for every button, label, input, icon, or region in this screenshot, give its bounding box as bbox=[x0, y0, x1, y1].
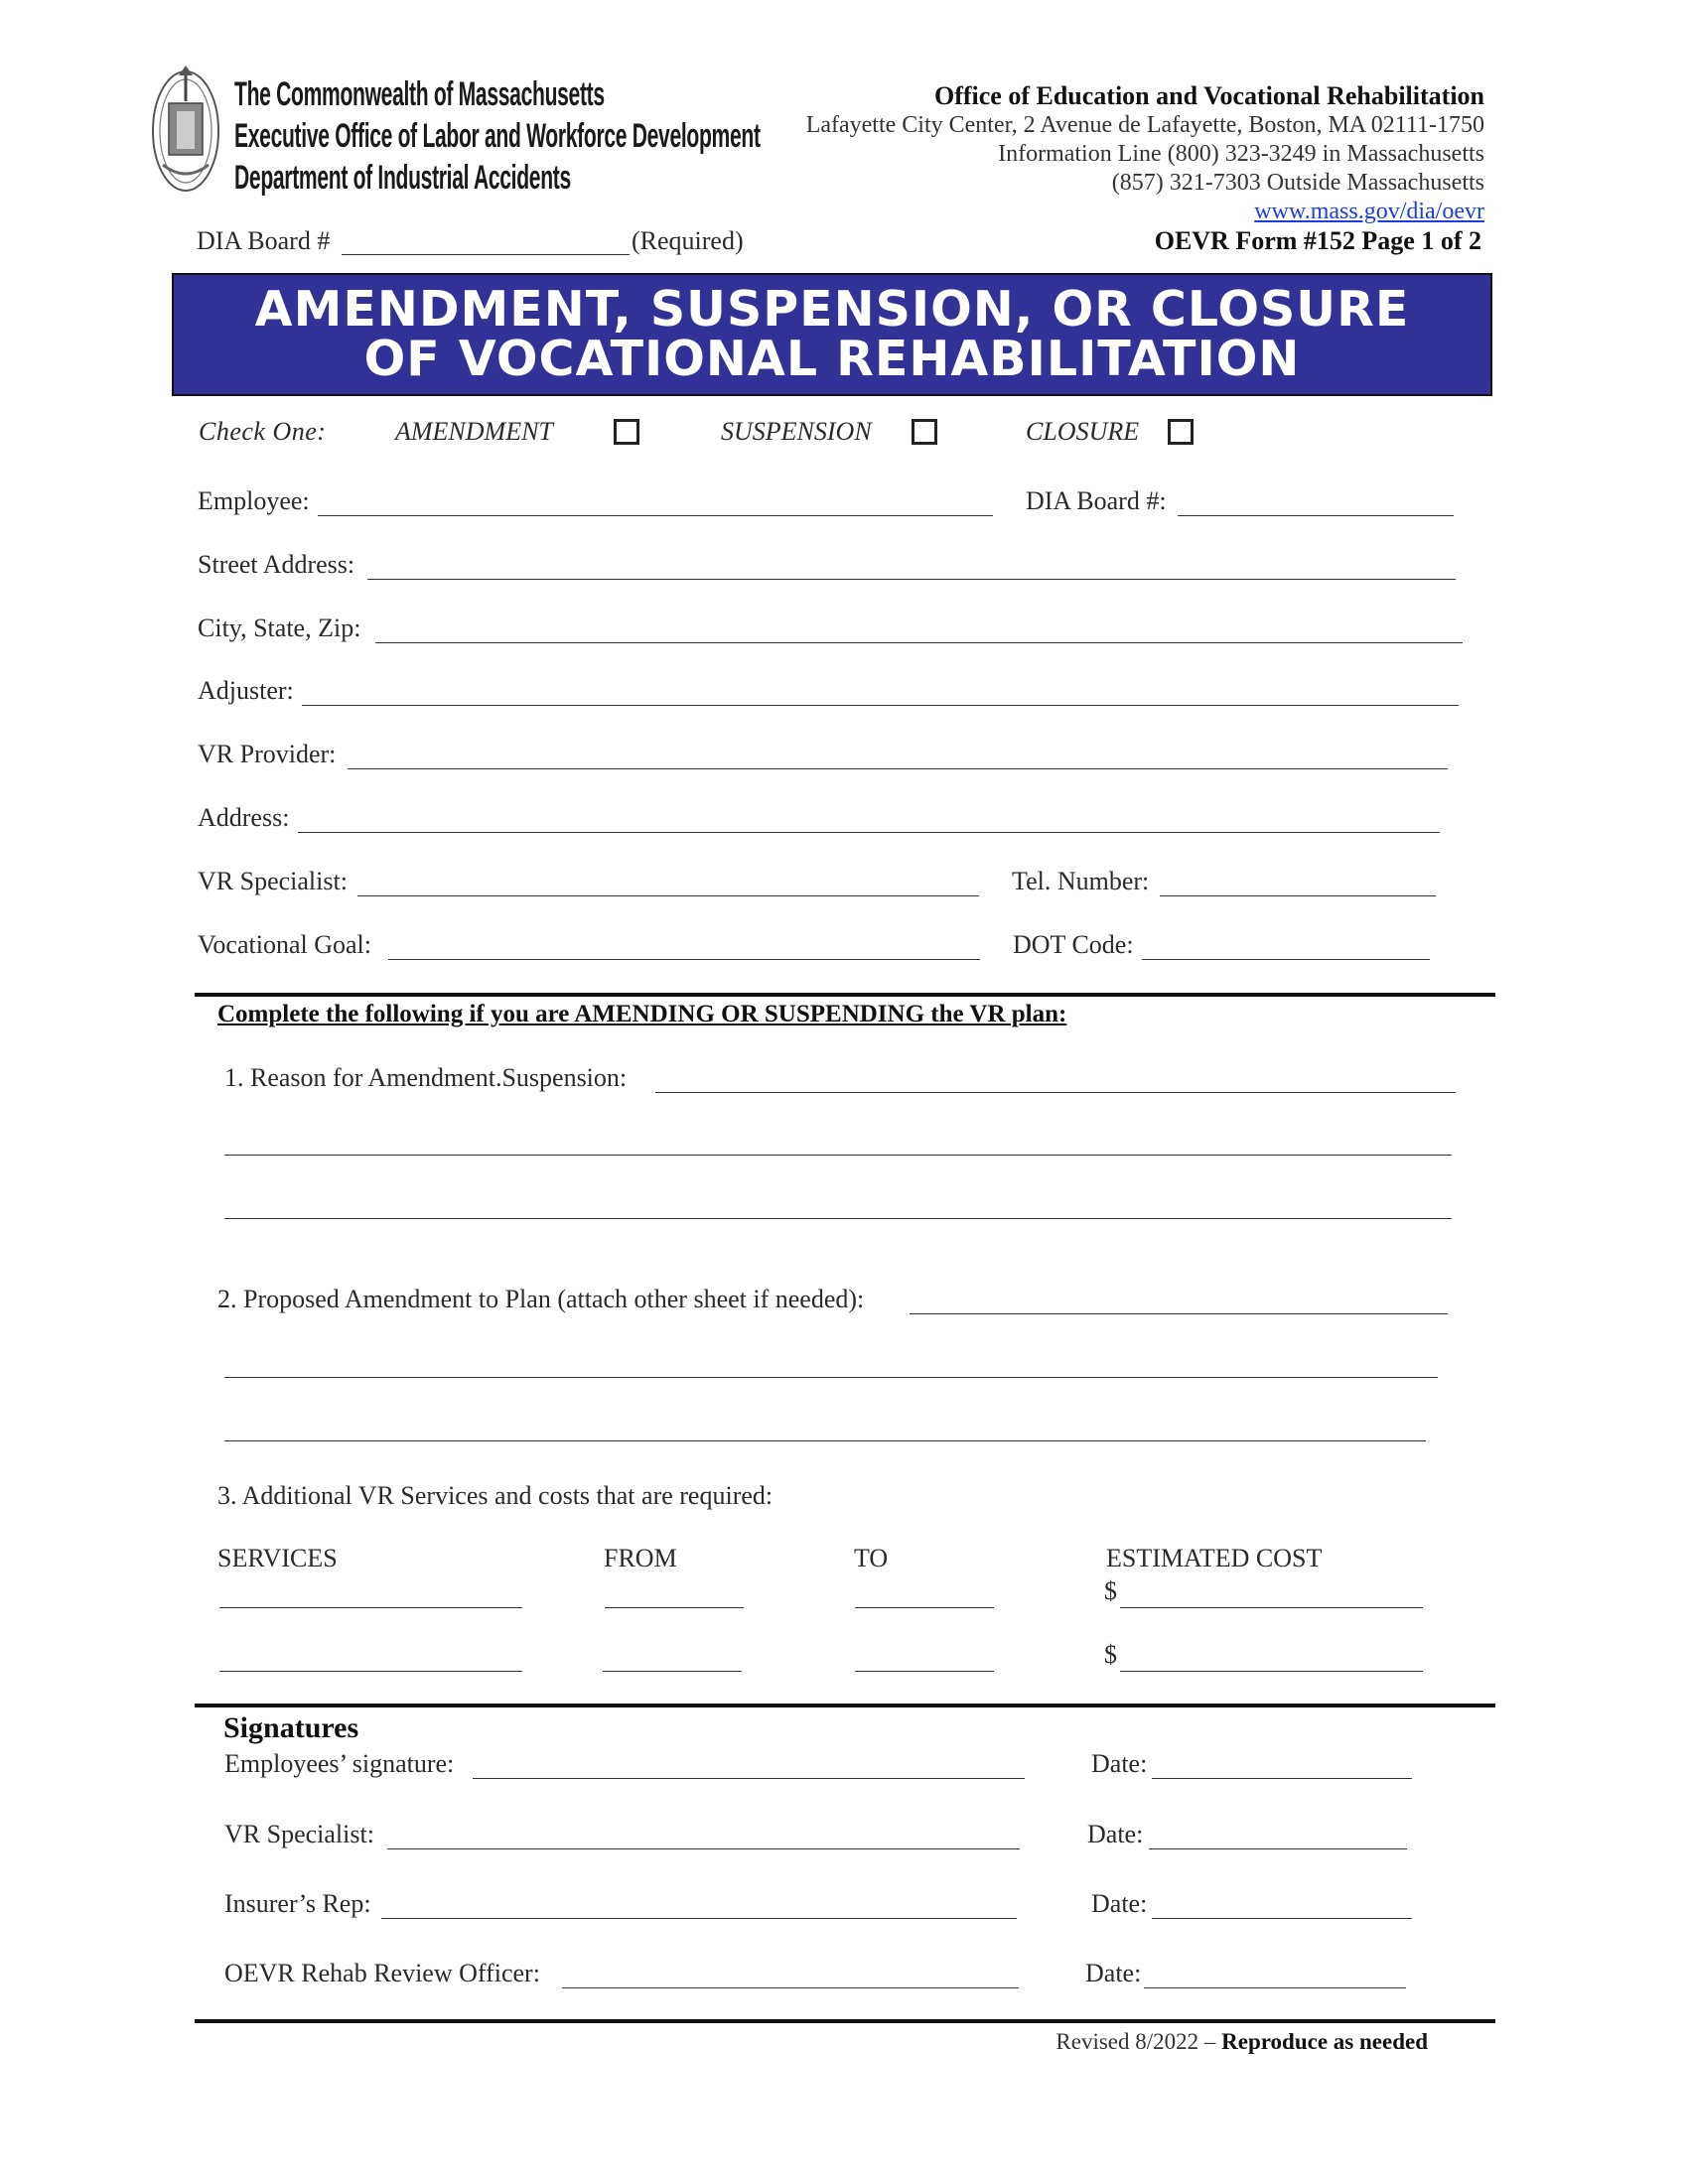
address-label: Address: bbox=[198, 803, 290, 832]
address-field[interactable] bbox=[298, 832, 1440, 833]
insurer-rep-date-field[interactable] bbox=[1152, 1918, 1412, 1919]
website-link[interactable]: www.mass.gov/dia/oevr bbox=[1254, 199, 1484, 224]
q2-field-line-2[interactable] bbox=[224, 1377, 1438, 1378]
section-divider-top bbox=[195, 993, 1495, 997]
info-line: Information Line (800) 323-3249 in Massachusetts bbox=[998, 141, 1484, 167]
to-column-header: TO bbox=[854, 1544, 889, 1572]
option-amendment-label: AMENDMENT bbox=[395, 417, 553, 446]
q1-field-line-2[interactable] bbox=[224, 1155, 1452, 1156]
required-note: (Required) bbox=[632, 226, 744, 255]
agency-line-1: The Commonwealth of Massachusetts bbox=[234, 75, 605, 113]
employee-signature-label: Employees’ signature: bbox=[224, 1749, 455, 1778]
review-officer-date-field[interactable] bbox=[1144, 1987, 1406, 1988]
q1-field-line-1[interactable] bbox=[655, 1092, 1456, 1093]
service-row-1-from[interactable] bbox=[605, 1607, 744, 1608]
tel-number-label: Tel. Number: bbox=[1012, 867, 1150, 895]
vocational-goal-label: Vocational Goal: bbox=[198, 930, 371, 959]
option-suspension-label: SUSPENSION bbox=[721, 417, 872, 446]
option-closure-label: CLOSURE bbox=[1026, 417, 1140, 446]
dia-board-field-label: DIA Board #: bbox=[1026, 486, 1167, 515]
vr-specialist-signature-label: VR Specialist: bbox=[224, 1820, 374, 1848]
employee-signature-date-field[interactable] bbox=[1152, 1778, 1412, 1779]
street-address-field[interactable] bbox=[367, 579, 1456, 580]
review-officer-signature-field[interactable] bbox=[562, 1987, 1019, 1988]
footer bbox=[1055, 2029, 1428, 2055]
office-address: Lafayette City Center, 2 Avenue de Lafayette, Boston, MA 02111-1750 bbox=[805, 112, 1484, 138]
vocational-goal-field[interactable] bbox=[388, 959, 980, 960]
form-number: OEVR Form #152 Page 1 of 2 bbox=[1154, 226, 1481, 255]
dia-board-field[interactable] bbox=[1178, 515, 1454, 516]
dia-board-required-field[interactable] bbox=[342, 254, 630, 255]
office-name: Office of Education and Vocational Rehabilitation bbox=[934, 81, 1484, 110]
review-officer-signature-label: OEVR Rehab Review Officer: bbox=[224, 1959, 540, 1987]
title-line-1: AMENDMENT, SUSPENSION, OR CLOSURE bbox=[254, 281, 1410, 338]
dot-code-label: DOT Code: bbox=[1013, 930, 1134, 959]
amend-section-heading: Complete the following if you are AMENDING OR SUSPENDING the VR plan: bbox=[217, 1001, 1067, 1027]
street-address-label: Street Address: bbox=[198, 550, 355, 579]
insurer-rep-signature-label: Insurer’s Rep: bbox=[224, 1889, 371, 1918]
service-row-2-cost[interactable] bbox=[1120, 1671, 1423, 1672]
service-row-2-services[interactable] bbox=[219, 1671, 522, 1672]
employee-label: Employee: bbox=[198, 486, 310, 515]
service-row-2-from[interactable] bbox=[603, 1671, 742, 1672]
q2-field-line-1[interactable] bbox=[910, 1313, 1448, 1314]
check-one-label: Check One: bbox=[199, 417, 327, 446]
outside-line: (857) 321-7303 Outside Massachusetts bbox=[1111, 170, 1484, 196]
city-state-zip-field[interactable] bbox=[375, 642, 1463, 643]
agency-line-2: Executive Office of Labor and Workforce Development bbox=[234, 117, 761, 155]
footer-revised: Revised 8/2022 – bbox=[1055, 2029, 1216, 2054]
q1-label: 1. Reason for Amendment.Suspension: bbox=[224, 1063, 628, 1092]
estimated-cost-column-header: ESTIMATED COST bbox=[1106, 1544, 1323, 1572]
q3-label: 3. Additional VR Services and costs that are required: bbox=[217, 1481, 774, 1510]
dia-board-label: DIA Board # bbox=[197, 226, 331, 255]
vr-provider-field[interactable] bbox=[348, 768, 1448, 769]
insurer-rep-date-label: Date: bbox=[1091, 1889, 1148, 1918]
employee-signature-date-label: Date: bbox=[1091, 1749, 1148, 1778]
dot-code-field[interactable] bbox=[1142, 959, 1430, 960]
vr-specialist-date-field[interactable] bbox=[1149, 1848, 1407, 1849]
q2-label: 2. Proposed Amendment to Plan (attach other sheet if needed): bbox=[217, 1285, 865, 1313]
vr-specialist-field[interactable] bbox=[357, 895, 979, 896]
adjuster-field[interactable] bbox=[302, 705, 1459, 706]
q2-field-line-3[interactable] bbox=[224, 1440, 1426, 1441]
review-officer-date-label: Date: bbox=[1085, 1959, 1142, 1987]
employee-field[interactable] bbox=[318, 515, 993, 516]
service-row-1-services[interactable] bbox=[219, 1607, 522, 1608]
vr-provider-label: VR Provider: bbox=[198, 740, 337, 768]
suspension-checkbox[interactable] bbox=[912, 419, 937, 445]
title-line-2: OF VOCATIONAL REHABILITATION bbox=[363, 331, 1301, 387]
service-row-2-to[interactable] bbox=[855, 1671, 994, 1672]
employee-signature-field[interactable] bbox=[473, 1778, 1025, 1779]
section-divider-signatures bbox=[195, 1704, 1495, 1707]
q1-field-line-3[interactable] bbox=[224, 1218, 1452, 1219]
title-banner bbox=[172, 273, 1492, 396]
from-column-header: FROM bbox=[604, 1544, 677, 1572]
vr-specialist-date-label: Date: bbox=[1087, 1820, 1144, 1848]
vr-specialist-label: VR Specialist: bbox=[198, 867, 348, 895]
agency-line-3: Department of Industrial Accidents bbox=[234, 159, 571, 197]
closure-checkbox[interactable] bbox=[1168, 419, 1194, 445]
vr-specialist-signature-field[interactable] bbox=[387, 1848, 1020, 1849]
signatures-heading: Signatures bbox=[223, 1711, 359, 1744]
service-row-2-currency: $ bbox=[1104, 1640, 1117, 1669]
tel-number-field[interactable] bbox=[1160, 895, 1436, 896]
city-state-zip-label: City, State, Zip: bbox=[198, 614, 361, 642]
state-seal bbox=[149, 58, 222, 195]
footer-reproduce: Reproduce as needed bbox=[1221, 2029, 1428, 2054]
service-row-1-to[interactable] bbox=[855, 1607, 994, 1608]
services-column-header: SERVICES bbox=[217, 1544, 338, 1572]
service-row-1-cost[interactable] bbox=[1120, 1607, 1423, 1608]
insurer-rep-signature-field[interactable] bbox=[381, 1918, 1017, 1919]
adjuster-label: Adjuster: bbox=[198, 676, 294, 705]
section-divider-bottom bbox=[195, 2019, 1495, 2023]
amendment-checkbox[interactable] bbox=[614, 419, 639, 445]
service-row-1-currency: $ bbox=[1104, 1576, 1117, 1605]
